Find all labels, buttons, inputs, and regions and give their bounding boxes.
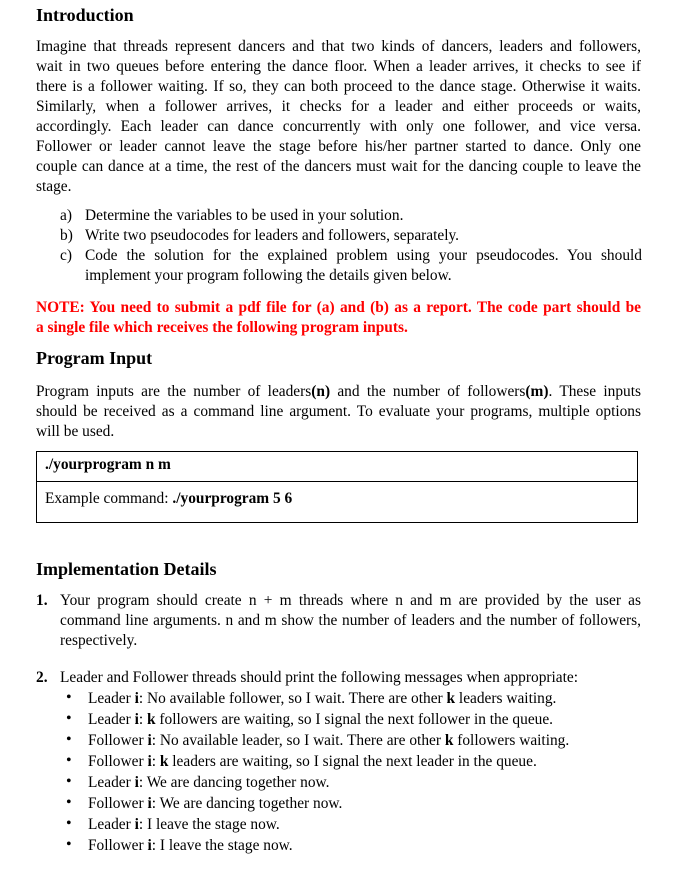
text-run-bold: k	[159, 753, 169, 770]
text-run: : I leave the stage now.	[138, 816, 280, 833]
text-run: leaders waiting.	[455, 690, 557, 707]
text-run-bold: i	[147, 753, 152, 770]
text-run-bold: (n)	[311, 383, 331, 400]
text-run: Leader	[88, 711, 131, 728]
text-run: . These inputs	[548, 383, 641, 400]
item-number: 1.	[36, 592, 48, 609]
text-run-bold: i	[147, 732, 152, 749]
example-command-line	[45, 489, 292, 509]
item-number: 2.	[36, 669, 48, 686]
text-run: :	[138, 711, 147, 728]
program-input-paragraph	[36, 382, 641, 442]
bullet-icon: •	[66, 689, 72, 706]
task-label: c)	[60, 247, 72, 264]
text-run: Follower	[88, 753, 144, 770]
submission-note	[36, 298, 641, 338]
task-label: b)	[60, 227, 73, 244]
paragraph-line	[36, 382, 641, 402]
bullet-icon: •	[66, 794, 72, 811]
task-text: implement your program following the details given below.	[85, 267, 452, 284]
text-run: Follower	[88, 732, 144, 749]
item-text: command line arguments. n and m show the number of leaders and the number of followers,	[60, 612, 641, 629]
item-text: respectively.	[60, 632, 138, 649]
paragraph-line: wait in two queues before entering the dance floor. When a leader arrives, it checks to see if	[36, 58, 641, 75]
bullet-icon: •	[66, 710, 72, 727]
message-item	[88, 815, 280, 835]
usage-line: ./yourprogram n m	[37, 452, 637, 482]
example-label: Example command:	[45, 490, 173, 507]
text-run: : No available leader, so I wait. There are other	[151, 732, 445, 749]
text-run-bold: k	[146, 711, 156, 728]
text-run-bold: k	[444, 732, 454, 749]
impl-item-2	[36, 668, 641, 688]
bullet-icon: •	[66, 731, 72, 748]
text-run-bold: i	[134, 690, 139, 707]
text-run: followers waiting.	[453, 732, 570, 749]
text-run: leaders are waiting, so I signal the next leader in the queue.	[168, 753, 537, 770]
text-run-bold: i	[134, 816, 139, 833]
text-run: :	[151, 753, 160, 770]
message-item	[88, 731, 569, 751]
text-run: Follower	[88, 795, 144, 812]
message-item	[88, 752, 537, 772]
example-command: ./yourprogram 5 6	[172, 490, 293, 507]
text-run-bold: i	[147, 837, 152, 854]
program-input-heading: Program Input	[36, 348, 153, 368]
bullet-icon: •	[66, 773, 72, 790]
task-text: Code the solution for the explained problem using your pseudocodes. You should	[85, 247, 642, 264]
impl-item-1	[36, 591, 641, 653]
bullet-icon: •	[66, 815, 72, 832]
text-run-bold: k	[446, 690, 456, 707]
task-text: Write two pseudocodes for leaders and followers, separately.	[85, 227, 460, 244]
message-item	[88, 710, 553, 730]
task-list	[60, 206, 642, 286]
paragraph-line: should be received as a command line argument. To evaluate your programs, multiple options	[36, 403, 641, 420]
text-run: followers are waiting, so I signal the next follower in the queue.	[155, 711, 554, 728]
task-text: Determine the variables to be used in your solution.	[85, 207, 404, 224]
paragraph-line: Follower or leader cannot leave the stage before his/her partner started to dance. Only one	[36, 138, 641, 155]
text-run-bold: i	[134, 711, 139, 728]
paragraph-line: couple can dance at a time, the rest of the dancers must wait for the dancing couple to leave the	[36, 158, 641, 175]
message-item	[88, 689, 556, 709]
note-line: NOTE: You need to submit a pdf file for (a) and (b) as a report. The code part should be	[36, 299, 641, 316]
text-run-bold: i	[147, 795, 152, 812]
text-run: Program inputs are the number of leaders	[36, 383, 312, 400]
text-run: : We are dancing together now.	[138, 774, 330, 791]
paragraph-line: Imagine that threads represent dancers and that two kinds of dancers, leaders and followers,	[36, 38, 641, 55]
text-run: Leader	[88, 774, 131, 791]
message-item	[88, 773, 330, 793]
bullet-icon: •	[66, 752, 72, 769]
item-text: Your program should create n + m threads where n and m are provided by the user as	[60, 592, 641, 609]
item-text: Leader and Follower threads should print the following messages when appropriate:	[60, 669, 579, 686]
command-usage-box	[36, 451, 638, 523]
text-run: : We are dancing together now.	[151, 795, 343, 812]
text-run: Follower	[88, 837, 144, 854]
paragraph-line: accordingly. Each leader can dance concurrently with only one follower, and vice versa.	[36, 118, 641, 135]
message-item	[88, 794, 342, 814]
text-run: : I leave the stage now.	[151, 837, 293, 854]
introduction-paragraph	[36, 37, 641, 197]
message-item	[88, 836, 293, 856]
text-run: Leader	[88, 690, 131, 707]
text-run: and the number of followers	[330, 383, 526, 400]
implementation-heading: Implementation Details	[36, 559, 217, 579]
introduction-heading: Introduction	[36, 5, 134, 25]
task-label: a)	[60, 207, 72, 224]
paragraph-line: will be used.	[36, 423, 115, 440]
text-run-bold: (m)	[525, 383, 549, 400]
paragraph-line: there is a follower waiting. If so, they can both proceed to the dance stage. Otherwise it waits.	[36, 78, 641, 95]
bullet-icon: •	[66, 836, 72, 853]
text-run: : No available follower, so I wait. There are other	[138, 690, 447, 707]
text-run: Leader	[88, 816, 131, 833]
text-run-bold: i	[134, 774, 139, 791]
paragraph-line: stage.	[36, 178, 72, 195]
paragraph-line: Similarly, when a follower arrives, it checks for a leader and either proceeds or waits,	[36, 98, 641, 115]
note-line: a single file which receives the following program inputs.	[36, 319, 408, 336]
message-bullet-list	[0, 689, 691, 859]
